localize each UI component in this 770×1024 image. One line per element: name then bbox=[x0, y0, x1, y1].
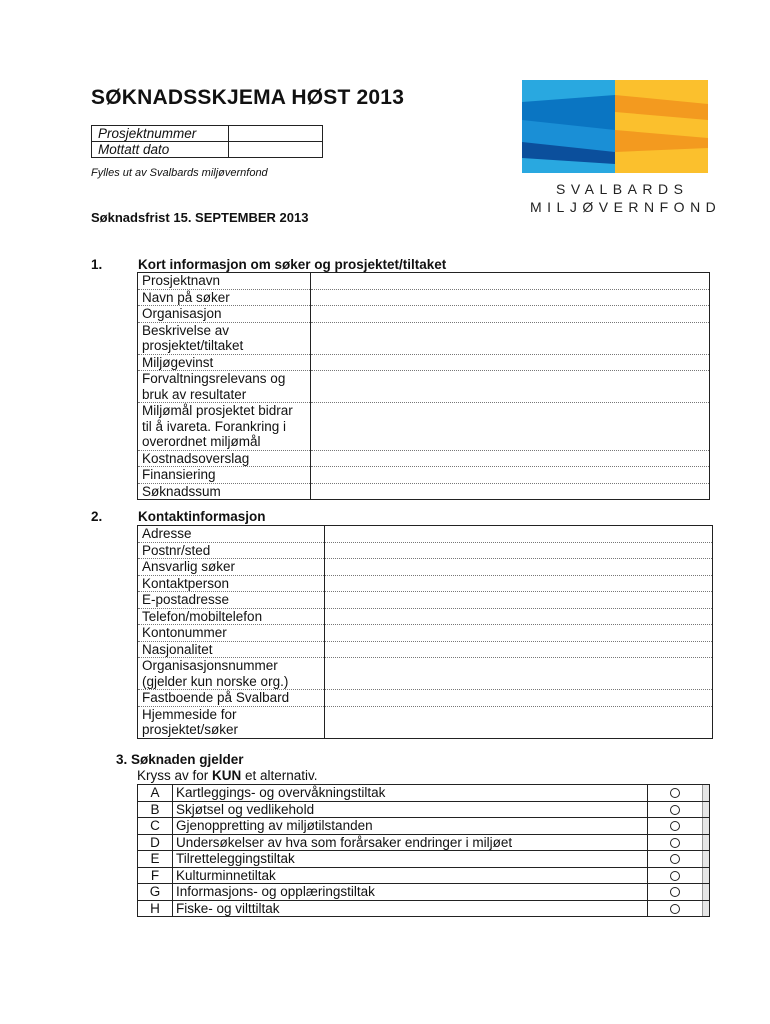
section1-number: 1. bbox=[91, 257, 103, 272]
form-row bbox=[138, 641, 713, 658]
option-shade bbox=[703, 834, 710, 851]
field-input-organisasjonsnummer-gjelder-kun-norske-o[interactable] bbox=[325, 658, 713, 690]
section1-table bbox=[137, 272, 710, 500]
form-row bbox=[138, 559, 713, 576]
option-letter: H bbox=[138, 900, 173, 917]
field-input-forvaltningsrelevans-og-bruk-av-resultat[interactable] bbox=[311, 371, 710, 403]
option-radio-cell bbox=[648, 884, 703, 901]
option-radio-cell bbox=[648, 785, 703, 802]
form-row bbox=[138, 690, 713, 707]
logo-graphic bbox=[522, 80, 708, 173]
field-input-hjemmeside-for-prosjektet-s-ker[interactable] bbox=[325, 706, 713, 738]
option-row bbox=[138, 867, 710, 884]
form-row bbox=[138, 306, 710, 323]
form-row bbox=[138, 322, 710, 354]
field-label: Miljømål prosjektet bidrar til å ivareta. Forankring i overordnet miljømål bbox=[138, 403, 311, 451]
section2-heading: Kontaktinformasjon bbox=[138, 509, 266, 524]
option-radio-cell bbox=[648, 834, 703, 851]
radio-button-e[interactable] bbox=[670, 854, 680, 864]
form-row bbox=[138, 658, 713, 690]
field-label: Hjemmeside for prosjektet/søker bbox=[138, 706, 325, 738]
option-letter: A bbox=[138, 785, 173, 802]
form-row bbox=[138, 575, 713, 592]
section2-number: 2. bbox=[91, 509, 103, 524]
option-label: Kulturminnetiltak bbox=[173, 867, 648, 884]
field-label: Forvaltningsrelevans og bruk av resultater bbox=[138, 371, 311, 403]
project-number-field[interactable] bbox=[229, 126, 323, 142]
option-letter: G bbox=[138, 884, 173, 901]
field-input-milj-gevinst[interactable] bbox=[311, 354, 710, 371]
field-input-navn-p-s-ker[interactable] bbox=[311, 289, 710, 306]
field-label: Navn på søker bbox=[138, 289, 311, 306]
field-label: Organisasjon bbox=[138, 306, 311, 323]
field-input-organisasjon[interactable] bbox=[311, 306, 710, 323]
option-row bbox=[138, 834, 710, 851]
field-label: Miljøgevinst bbox=[138, 354, 311, 371]
field-label: Ansvarlig søker bbox=[138, 559, 325, 576]
radio-button-f[interactable] bbox=[670, 871, 680, 881]
office-use-table bbox=[91, 125, 323, 158]
field-input-beskrivelse-av-prosjektet-tiltaket[interactable] bbox=[311, 322, 710, 354]
form-row bbox=[138, 354, 710, 371]
form-row bbox=[138, 289, 710, 306]
option-shade bbox=[703, 884, 710, 901]
page-title: SØKNADSSKJEMA HØST 2013 bbox=[91, 86, 405, 109]
field-label: Kontonummer bbox=[138, 625, 325, 642]
form-row bbox=[138, 592, 713, 609]
option-row bbox=[138, 818, 710, 835]
field-label: Organisasjonsnummer (gjelder kun norske org.) bbox=[138, 658, 325, 690]
field-input-adresse[interactable] bbox=[325, 526, 713, 543]
option-label: Gjenoppretting av miljøtilstanden bbox=[173, 818, 648, 835]
office-row-project-number bbox=[92, 126, 323, 142]
option-shade bbox=[703, 818, 710, 835]
option-radio-cell bbox=[648, 801, 703, 818]
option-shade bbox=[703, 801, 710, 818]
field-input-prosjektnavn[interactable] bbox=[311, 273, 710, 290]
radio-button-a[interactable] bbox=[670, 788, 680, 798]
logo-text-line1: SVALBARDS bbox=[556, 181, 689, 197]
field-label: E-postadresse bbox=[138, 592, 325, 609]
office-row-received-date bbox=[92, 142, 323, 158]
office-use-note: Fylles ut av Svalbards miljøvernfond bbox=[91, 167, 268, 179]
field-input-kontonummer[interactable] bbox=[325, 625, 713, 642]
field-input-telefon-mobiltelefon[interactable] bbox=[325, 608, 713, 625]
logo-text-line2: MILJØVERNFOND bbox=[530, 199, 722, 215]
field-label: Fastboende på Svalbard bbox=[138, 690, 325, 707]
application-deadline: Søknadsfrist 15. SEPTEMBER 2013 bbox=[91, 210, 309, 225]
field-input-ansvarlig-s-ker[interactable] bbox=[325, 559, 713, 576]
field-input-kostnadsoverslag[interactable] bbox=[311, 450, 710, 467]
option-radio-cell bbox=[648, 851, 703, 868]
instruction-pre: Kryss av for bbox=[137, 768, 213, 783]
section1-heading: Kort informasjon om søker og prosjektet/tiltaket bbox=[138, 257, 447, 272]
option-row bbox=[138, 801, 710, 818]
option-letter: C bbox=[138, 818, 173, 835]
option-row bbox=[138, 884, 710, 901]
field-input-e-postadresse[interactable] bbox=[325, 592, 713, 609]
section2-table bbox=[137, 525, 713, 739]
form-row bbox=[138, 542, 713, 559]
form-row bbox=[138, 450, 710, 467]
option-radio-cell bbox=[648, 818, 703, 835]
form-row bbox=[138, 403, 710, 451]
option-shade bbox=[703, 867, 710, 884]
option-letter: D bbox=[138, 834, 173, 851]
field-label: Telefon/mobiltelefon bbox=[138, 608, 325, 625]
form-row bbox=[138, 273, 710, 290]
field-label: Beskrivelse av prosjektet/tiltaket bbox=[138, 322, 311, 354]
option-radio-cell bbox=[648, 867, 703, 884]
field-input-fastboende-p-svalbard[interactable] bbox=[325, 690, 713, 707]
option-row bbox=[138, 851, 710, 868]
field-label: Søknadssum bbox=[138, 483, 311, 500]
form-row bbox=[138, 483, 710, 500]
field-label: Finansiering bbox=[138, 467, 311, 484]
form-row bbox=[138, 706, 713, 738]
field-input-finansiering[interactable] bbox=[311, 467, 710, 484]
form-row bbox=[138, 608, 713, 625]
field-input-milj-m-l-prosjektet-bidrar-til-ivareta-f[interactable] bbox=[311, 403, 710, 451]
radio-button-h[interactable] bbox=[670, 904, 680, 914]
field-label: Adresse bbox=[138, 526, 325, 543]
instruction-post: et alternativ. bbox=[241, 768, 318, 783]
field-input-kontaktperson[interactable] bbox=[325, 575, 713, 592]
received-date-label: Mottatt dato bbox=[92, 142, 229, 158]
form-row bbox=[138, 467, 710, 484]
option-label: Informasjons- og opplæringstiltak bbox=[173, 884, 648, 901]
option-shade bbox=[703, 900, 710, 917]
option-label: Fiske- og vilttiltak bbox=[173, 900, 648, 917]
field-label: Postnr/sted bbox=[138, 542, 325, 559]
field-input-nasjonalitet[interactable] bbox=[325, 641, 713, 658]
form-row bbox=[138, 526, 713, 543]
option-label: Kartleggings- og overvåkningstiltak bbox=[173, 785, 648, 802]
option-radio-cell bbox=[648, 900, 703, 917]
option-row bbox=[138, 785, 710, 802]
field-label: Kostnadsoverslag bbox=[138, 450, 311, 467]
received-date-field[interactable] bbox=[229, 142, 323, 158]
option-label: Skjøtsel og vedlikehold bbox=[173, 801, 648, 818]
option-letter: F bbox=[138, 867, 173, 884]
section3-options-table bbox=[137, 784, 710, 917]
field-input-s-knadssum[interactable] bbox=[311, 483, 710, 500]
field-label: Prosjektnavn bbox=[138, 273, 311, 290]
radio-button-b[interactable] bbox=[670, 805, 680, 815]
instruction-bold: KUN bbox=[212, 768, 242, 783]
option-shade bbox=[703, 785, 710, 802]
field-label: Nasjonalitet bbox=[138, 641, 325, 658]
field-input-postnr-sted[interactable] bbox=[325, 542, 713, 559]
option-label: Tilretteleggingstiltak bbox=[173, 851, 648, 868]
option-row bbox=[138, 900, 710, 917]
section3-heading: 3. Søknaden gjelder bbox=[116, 752, 244, 767]
radio-button-d[interactable] bbox=[670, 838, 680, 848]
option-shade bbox=[703, 851, 710, 868]
section3-instruction bbox=[137, 768, 318, 783]
option-letter: B bbox=[138, 801, 173, 818]
option-label: Undersøkelser av hva som forårsaker endringer i miljøet bbox=[173, 834, 648, 851]
field-label: Kontaktperson bbox=[138, 575, 325, 592]
radio-button-g[interactable] bbox=[670, 887, 680, 897]
form-row bbox=[138, 371, 710, 403]
form-row bbox=[138, 625, 713, 642]
project-number-label: Prosjektnummer bbox=[92, 126, 229, 142]
radio-button-c[interactable] bbox=[670, 821, 680, 831]
option-letter: E bbox=[138, 851, 173, 868]
svalbard-logo bbox=[522, 80, 708, 173]
